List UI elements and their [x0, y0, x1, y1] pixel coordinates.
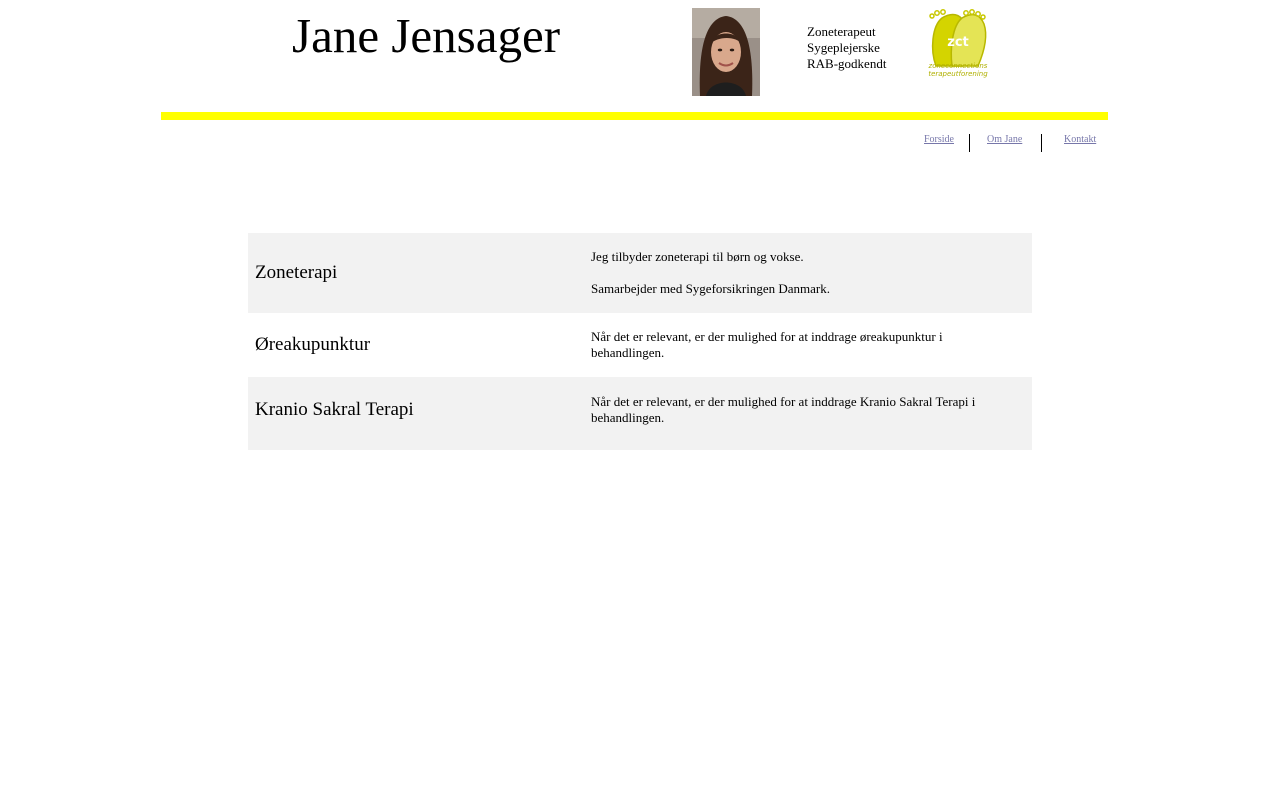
credentials-list: [807, 24, 886, 72]
service-name-oreakupunktur: Øreakupunktur: [255, 334, 371, 355]
nav-link-om-jane[interactable]: Om Jane: [987, 134, 1023, 145]
zct-logo: [922, 6, 994, 78]
nav-link-forside[interactable]: Forside: [924, 134, 954, 145]
logo-monogram: zct: [947, 35, 969, 50]
nav-divider: [1041, 134, 1042, 152]
service-description: [591, 377, 1032, 450]
accent-divider: [161, 112, 1108, 120]
logo-text-line2: terapeutforening: [928, 70, 988, 78]
credential-zoneterapeut: Zoneterapeut: [807, 24, 876, 39]
service-name-kranio-sakral: Kranio Sakral Terapi: [248, 377, 591, 450]
service-paragraph: Jeg tilbyder zoneterapi til børn og vokse.: [591, 249, 804, 264]
service-name-zoneterapi: Zoneterapi: [248, 233, 591, 313]
nav-item-kontakt[interactable]: [1064, 133, 1096, 146]
logo-text-line1: zoneconnections: [928, 62, 988, 70]
portrait-photo: [692, 8, 760, 96]
service-paragraph: Når det er relevant, er der mulighed for at inddrage Kranio Sakral Terapi i behandlingen.: [591, 393, 976, 425]
service-row: [248, 233, 1032, 313]
service-row: [248, 313, 1032, 377]
services-table: [248, 233, 1032, 450]
nav-item-om-jane[interactable]: [987, 133, 1022, 146]
nav-divider: [969, 134, 970, 152]
nav-link-kontakt[interactable]: Kontakt: [1064, 134, 1097, 145]
service-paragraph: Samarbejder med Sygeforsikringen Danmark.: [591, 281, 830, 296]
service-paragraph: Når det er relevant, er der mulighed for at inddrage øreakupunktur i behandlingen.: [591, 329, 943, 360]
service-description: [591, 313, 1032, 377]
service-description: [591, 233, 1032, 313]
nav-item-forside[interactable]: [924, 133, 954, 146]
service-row: [248, 377, 1032, 450]
credential-sygeplejerske: Sygeplejerske: [807, 40, 880, 55]
site-title: Jane Jensager: [292, 8, 561, 63]
credential-rab-godkendt: RAB-godkendt: [807, 56, 887, 71]
